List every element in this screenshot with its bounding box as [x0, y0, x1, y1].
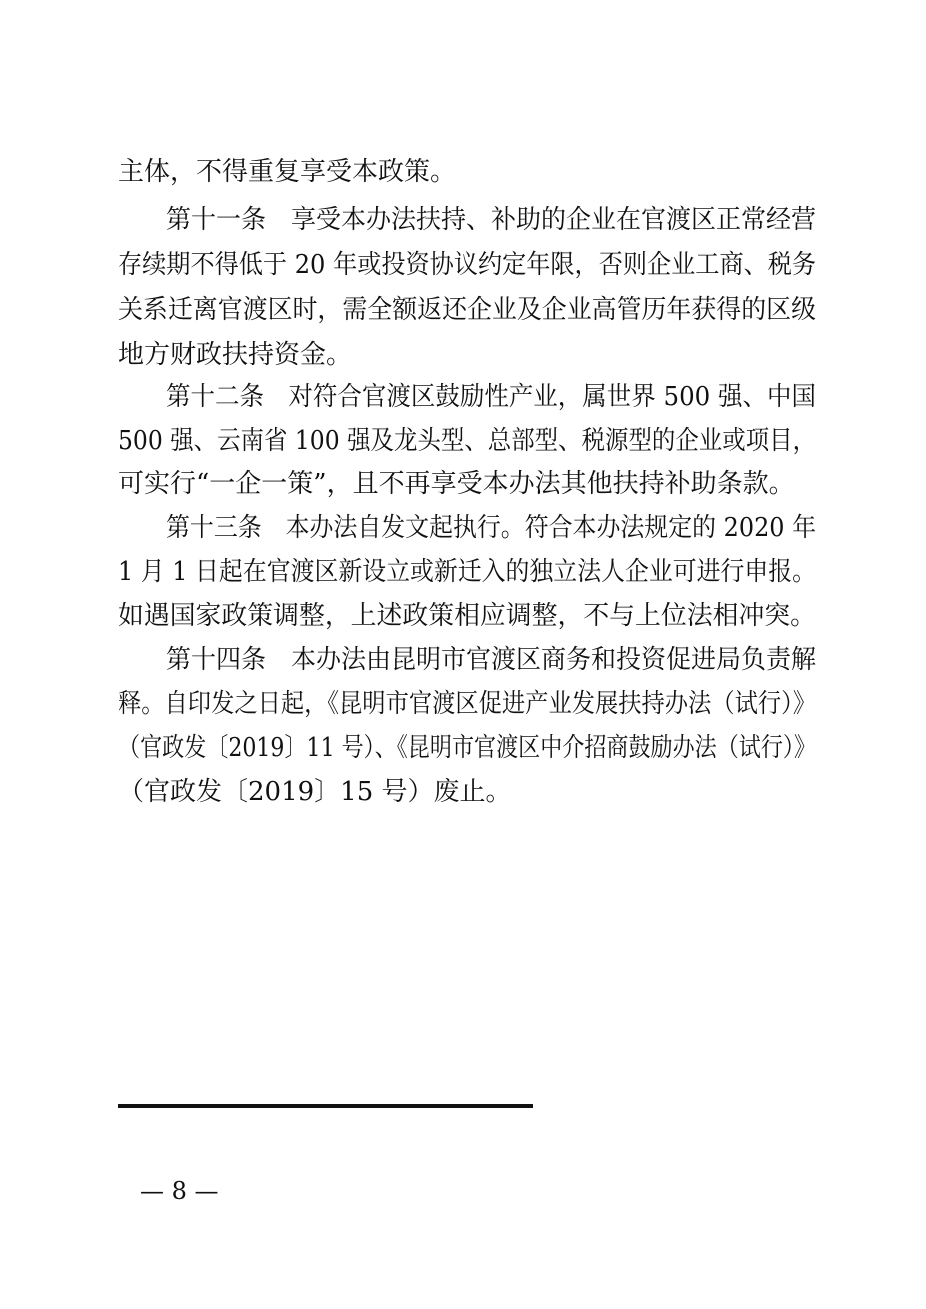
paragraph-line: 如遇国家政策调整，上述政策相应调整，不与上位法相冲突。 — [118, 601, 817, 631]
paragraph-line: （官政发〔2019〕11 号）、《昆明市官渡区中介招商鼓励办法（试行）》 — [118, 733, 816, 763]
article-11-heading-line: 第十一条 享受本办法扶持、补助的企业在官渡区正常经营 — [166, 205, 816, 235]
paragraph-line: 500 强、云南省 100 强及龙头型、总部型、税源型的企业或项目， — [118, 426, 817, 456]
paragraph-line: （官政发〔2019〕15 号）废止。 — [118, 777, 512, 807]
footer-divider — [118, 1104, 533, 1108]
paragraph-line: 主体，不得重复享受本政策。 — [118, 157, 457, 187]
paragraph-line: 存续期不得低于 20 年或投资协议约定年限，否则企业工商、税务 — [118, 250, 817, 280]
paragraph-line: 地方财政扶持资金。 — [118, 340, 353, 370]
paragraph-line: 可实行“一企一策”，且不再享受本办法其他扶持补助条款。 — [118, 469, 795, 499]
article-14-heading-line: 第十四条 本办法由昆明市官渡区商务和投资促进局负责解 — [166, 645, 816, 675]
paragraph-line: 1 月 1 日起在官渡区新设立或新迁入的独立法人企业可进行申报。 — [118, 557, 817, 587]
article-12-heading-line: 第十二条 对符合官渡区鼓励性产业，属世界 500 强、中国 — [166, 382, 816, 412]
page-number: — 8 — — [140, 1177, 219, 1205]
article-13-heading-line: 第十三条 本办法自发文起执行。符合本办法规定的 2020 年 — [166, 513, 817, 543]
paragraph-line: 释。自印发之日起，《昆明市官渡区促进产业发展扶持办法（试行）》 — [118, 689, 817, 719]
paragraph-line: 关系迁离官渡区时，需全额返还企业及企业高管历年获得的区级 — [118, 295, 817, 325]
